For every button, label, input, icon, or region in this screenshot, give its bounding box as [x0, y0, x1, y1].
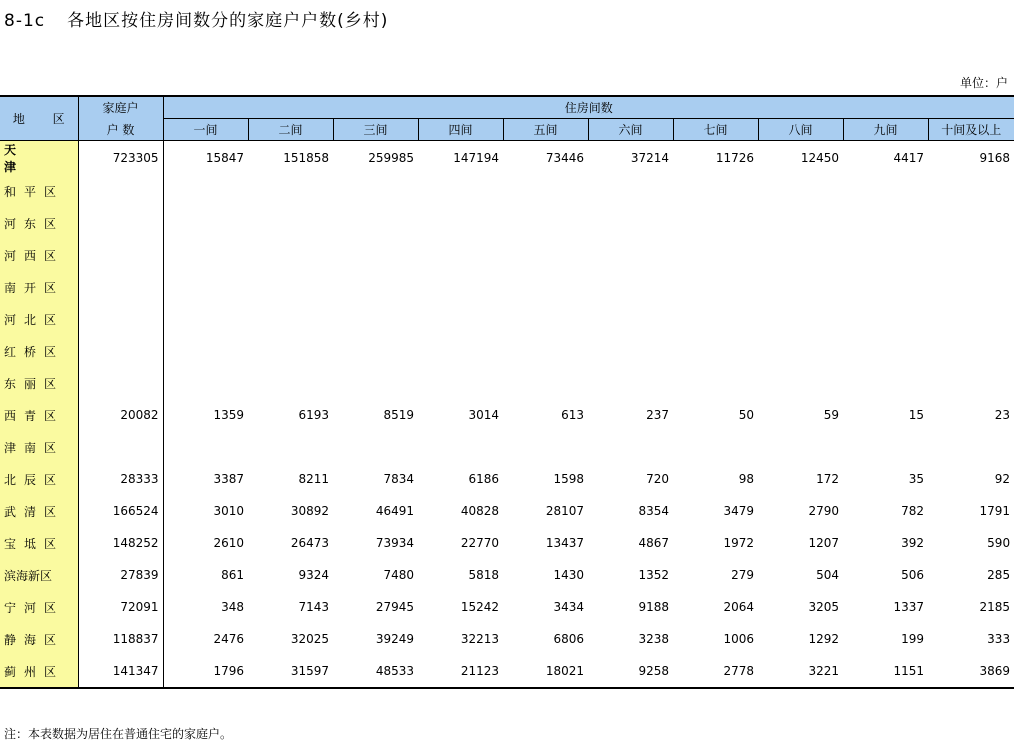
rooms-cell: 46491 — [375, 504, 414, 518]
rooms-cell: 285 — [987, 568, 1011, 582]
rooms-cell — [588, 175, 673, 207]
rooms-cell: 28107 — [545, 504, 584, 518]
rooms-cell — [418, 207, 503, 239]
rooms-cell — [928, 239, 1014, 271]
header-rooms-group: 住房间数 — [163, 96, 1014, 119]
rooms-cell: 147194 — [453, 151, 499, 165]
rooms-cell: 3014 — [468, 408, 499, 422]
rooms-cell — [503, 367, 588, 399]
region-cell: 南开区 — [0, 271, 78, 303]
region-cell: 滨海新区 — [0, 559, 78, 591]
rooms-cell — [418, 431, 503, 463]
rooms-cell: 7834 — [383, 472, 414, 486]
households-cell: 141347 — [78, 655, 163, 688]
rooms-cell — [163, 239, 248, 271]
rooms-cell — [843, 367, 928, 399]
rooms-cell: 39249 — [375, 632, 414, 646]
table-row — [0, 399, 1014, 431]
rooms-cell: 8354 — [638, 504, 669, 518]
data-table — [0, 95, 1014, 689]
footnote: 注：本表数据为居住在普通住宅的家庭户。 — [4, 727, 233, 741]
region-cell: 西青区 — [0, 399, 78, 431]
header-room-9: 九间 — [843, 119, 928, 141]
rooms-cell: 92 — [994, 472, 1011, 486]
rooms-cell — [588, 335, 673, 367]
rooms-cell: 1972 — [723, 536, 754, 550]
rooms-cell: 98 — [738, 472, 754, 486]
region-cell: 宝坻区 — [0, 527, 78, 559]
rooms-cell — [163, 335, 248, 367]
rooms-cell: 3479 — [723, 504, 754, 518]
rooms-cell — [418, 271, 503, 303]
rooms-cell — [673, 207, 758, 239]
households-cell: 27839 — [78, 559, 163, 591]
households-cell: 118837 — [78, 623, 163, 655]
households-cell — [78, 175, 163, 207]
rooms-cell — [503, 239, 588, 271]
header-room-5: 五间 — [503, 119, 588, 141]
rooms-cell: 30892 — [290, 504, 329, 518]
households-cell — [78, 335, 163, 367]
rooms-cell — [333, 239, 418, 271]
rooms-cell: 348 — [221, 600, 244, 614]
rooms-cell: 1352 — [638, 568, 669, 582]
rooms-cell — [503, 303, 588, 335]
rooms-cell: 1430 — [553, 568, 584, 582]
households-cell — [78, 367, 163, 399]
rooms-cell: 3387 — [213, 472, 244, 486]
rooms-cell: 15847 — [205, 151, 244, 165]
rooms-cell — [843, 431, 928, 463]
header-room-10: 十间及以上 — [928, 119, 1014, 141]
rooms-cell — [163, 175, 248, 207]
rooms-cell: 333 — [987, 632, 1011, 646]
rooms-cell: 9168 — [979, 151, 1011, 165]
table-body — [0, 141, 1014, 689]
rooms-cell — [163, 271, 248, 303]
table-row — [0, 141, 1014, 176]
rooms-cell — [928, 175, 1014, 207]
rooms-cell: 27945 — [375, 600, 414, 614]
region-cell: 北辰区 — [0, 463, 78, 495]
header-room-2: 二间 — [248, 119, 333, 141]
rooms-cell: 8519 — [383, 408, 414, 422]
rooms-cell — [503, 207, 588, 239]
rooms-cell — [418, 239, 503, 271]
rooms-cell — [248, 271, 333, 303]
rooms-cell — [163, 303, 248, 335]
rooms-cell: 279 — [731, 568, 754, 582]
rooms-cell — [333, 271, 418, 303]
rooms-cell: 2790 — [808, 504, 839, 518]
rooms-cell: 9258 — [588, 655, 673, 688]
rooms-cell — [248, 335, 333, 367]
rooms-cell: 2610 — [213, 536, 244, 550]
table-row — [0, 527, 1014, 559]
header-room-3: 三间 — [333, 119, 418, 141]
header-room-6: 六间 — [588, 119, 673, 141]
rooms-cell — [333, 303, 418, 335]
table-row — [0, 175, 1014, 207]
rooms-cell — [758, 335, 843, 367]
rooms-cell — [333, 431, 418, 463]
rooms-cell: 4417 — [893, 151, 924, 165]
households-cell: 28333 — [78, 463, 163, 495]
rooms-cell — [418, 335, 503, 367]
rooms-cell: 2778 — [673, 655, 758, 688]
rooms-cell — [843, 207, 928, 239]
table-row — [0, 271, 1014, 303]
rooms-cell: 199 — [901, 632, 924, 646]
rooms-cell: 506 — [901, 568, 924, 582]
rooms-cell — [843, 303, 928, 335]
table-row — [0, 367, 1014, 399]
rooms-cell: 50 — [738, 408, 754, 422]
rooms-cell — [758, 431, 843, 463]
rooms-cell: 782 — [901, 504, 924, 518]
rooms-cell: 7143 — [298, 600, 329, 614]
rooms-cell: 35 — [908, 472, 924, 486]
rooms-cell — [333, 335, 418, 367]
rooms-cell — [588, 303, 673, 335]
rooms-cell — [418, 303, 503, 335]
rooms-cell: 1337 — [893, 600, 924, 614]
rooms-cell — [758, 367, 843, 399]
rooms-cell: 15 — [908, 408, 924, 422]
rooms-cell: 2185 — [979, 600, 1011, 614]
rooms-cell: 3869 — [928, 655, 1014, 688]
rooms-cell: 9188 — [638, 600, 669, 614]
rooms-cell — [248, 303, 333, 335]
rooms-cell: 48533 — [333, 655, 418, 688]
rooms-cell: 73446 — [545, 151, 584, 165]
rooms-cell: 40828 — [460, 504, 499, 518]
table-row — [0, 591, 1014, 623]
households-cell: 148252 — [78, 527, 163, 559]
rooms-cell — [758, 207, 843, 239]
households-cell: 166524 — [78, 495, 163, 527]
header-room-1: 一间 — [163, 119, 248, 141]
table-code: 8-1c — [4, 11, 46, 31]
rooms-cell — [758, 175, 843, 207]
header-room-4: 四间 — [418, 119, 503, 141]
rooms-cell: 37214 — [630, 151, 669, 165]
rooms-cell: 32213 — [460, 632, 499, 646]
rooms-cell: 1359 — [213, 408, 244, 422]
rooms-cell: 32025 — [290, 632, 329, 646]
region-cell: 津南区 — [0, 431, 78, 463]
region-cell: 河西区 — [0, 239, 78, 271]
rooms-cell: 720 — [646, 472, 669, 486]
rooms-cell: 4867 — [638, 536, 669, 550]
rooms-cell: 1598 — [553, 472, 584, 486]
rooms-cell — [928, 207, 1014, 239]
rooms-cell — [673, 431, 758, 463]
header-room-7: 七间 — [673, 119, 758, 141]
rooms-cell — [163, 207, 248, 239]
rooms-cell: 3238 — [638, 632, 669, 646]
rooms-cell — [588, 367, 673, 399]
households-cell: 72091 — [78, 591, 163, 623]
rooms-cell — [503, 175, 588, 207]
rooms-cell — [673, 239, 758, 271]
rooms-cell — [673, 175, 758, 207]
rooms-cell: 31597 — [248, 655, 333, 688]
rooms-cell: 151858 — [283, 151, 329, 165]
households-cell — [78, 239, 163, 271]
table-row — [0, 431, 1014, 463]
rooms-cell — [248, 239, 333, 271]
table-row — [0, 335, 1014, 367]
rooms-cell: 21123 — [418, 655, 503, 688]
rooms-cell — [163, 431, 248, 463]
rooms-cell: 3205 — [808, 600, 839, 614]
region-cell: 红桥区 — [0, 335, 78, 367]
region-cell: 河北区 — [0, 303, 78, 335]
rooms-cell — [248, 207, 333, 239]
rooms-cell: 590 — [987, 536, 1011, 550]
region-cell: 蓟州区 — [0, 655, 78, 688]
region-cell: 天 津 — [0, 141, 78, 176]
rooms-cell — [503, 271, 588, 303]
rooms-cell — [928, 335, 1014, 367]
rooms-cell — [418, 175, 503, 207]
households-cell — [78, 207, 163, 239]
rooms-cell — [843, 271, 928, 303]
households-cell: 20082 — [78, 399, 163, 431]
rooms-cell: 73934 — [375, 536, 414, 550]
rooms-cell: 9324 — [298, 568, 329, 582]
header-households-line2: 户 数 — [78, 119, 163, 141]
rooms-cell: 22770 — [460, 536, 499, 550]
rooms-cell — [588, 271, 673, 303]
rooms-cell — [333, 207, 418, 239]
rooms-cell: 15242 — [460, 600, 499, 614]
rooms-cell — [588, 207, 673, 239]
rooms-cell: 8211 — [298, 472, 329, 486]
header-room-8: 八间 — [758, 119, 843, 141]
unit-label: 单位：户 — [959, 76, 1008, 90]
rooms-cell: 1292 — [808, 632, 839, 646]
rooms-cell: 6186 — [468, 472, 499, 486]
rooms-cell — [843, 335, 928, 367]
region-cell: 静海区 — [0, 623, 78, 655]
rooms-cell: 1796 — [163, 655, 248, 688]
region-cell: 和平区 — [0, 175, 78, 207]
rooms-cell: 23 — [994, 408, 1011, 422]
rooms-cell: 6806 — [553, 632, 584, 646]
rooms-cell — [928, 367, 1014, 399]
rooms-cell: 861 — [221, 568, 244, 582]
rooms-cell — [333, 367, 418, 399]
rooms-cell: 3434 — [553, 600, 584, 614]
rooms-cell — [758, 239, 843, 271]
rooms-cell — [333, 175, 418, 207]
table-row — [0, 303, 1014, 335]
rooms-cell: 59 — [823, 408, 839, 422]
rooms-cell — [928, 271, 1014, 303]
rooms-cell — [248, 175, 333, 207]
households-cell — [78, 303, 163, 335]
rooms-cell — [758, 271, 843, 303]
rooms-cell: 13437 — [545, 536, 584, 550]
table-row — [0, 495, 1014, 527]
rooms-cell — [673, 271, 758, 303]
table-title: 各地区按住房间数分的家庭户户数(乡村) — [67, 11, 389, 31]
header-region: 地 区 — [0, 96, 78, 141]
table-row — [0, 623, 1014, 655]
page-title — [4, 6, 388, 31]
region-cell: 宁河区 — [0, 591, 78, 623]
rooms-cell — [248, 367, 333, 399]
rooms-cell — [843, 239, 928, 271]
rooms-cell: 26473 — [290, 536, 329, 550]
rooms-cell: 12450 — [800, 151, 839, 165]
rooms-cell — [588, 431, 673, 463]
table-row — [0, 655, 1014, 688]
rooms-cell: 613 — [561, 408, 584, 422]
rooms-cell: 259985 — [368, 151, 414, 165]
rooms-cell — [673, 303, 758, 335]
rooms-cell: 6193 — [298, 408, 329, 422]
rooms-cell: 237 — [646, 408, 669, 422]
rooms-cell: 7480 — [383, 568, 414, 582]
rooms-cell — [843, 175, 928, 207]
region-cell: 武清区 — [0, 495, 78, 527]
region-cell: 东丽区 — [0, 367, 78, 399]
rooms-cell: 18021 — [503, 655, 588, 688]
households-cell: 723305 — [78, 141, 163, 176]
rooms-cell — [248, 431, 333, 463]
region-cell: 河东区 — [0, 207, 78, 239]
rooms-cell: 504 — [816, 568, 839, 582]
rooms-cell — [928, 303, 1014, 335]
rooms-cell — [503, 335, 588, 367]
rooms-cell — [673, 367, 758, 399]
table-row — [0, 207, 1014, 239]
rooms-cell — [673, 335, 758, 367]
rooms-cell: 1151 — [843, 655, 928, 688]
table-row — [0, 559, 1014, 591]
rooms-cell: 5818 — [468, 568, 499, 582]
table-row — [0, 239, 1014, 271]
households-cell — [78, 431, 163, 463]
rooms-cell: 392 — [901, 536, 924, 550]
rooms-cell — [758, 303, 843, 335]
rooms-cell: 3221 — [758, 655, 843, 688]
rooms-cell — [928, 431, 1014, 463]
header-households-line1: 家庭户 — [78, 96, 163, 119]
households-cell — [78, 271, 163, 303]
rooms-cell: 1207 — [808, 536, 839, 550]
rooms-cell: 2476 — [213, 632, 244, 646]
rooms-cell — [418, 367, 503, 399]
rooms-cell: 1791 — [979, 504, 1011, 518]
rooms-cell: 3010 — [213, 504, 244, 518]
rooms-cell — [588, 239, 673, 271]
rooms-cell: 11726 — [715, 151, 754, 165]
rooms-cell — [503, 431, 588, 463]
table-row — [0, 463, 1014, 495]
rooms-cell — [163, 367, 248, 399]
rooms-cell: 2064 — [723, 600, 754, 614]
rooms-cell: 1006 — [723, 632, 754, 646]
rooms-cell: 172 — [816, 472, 839, 486]
